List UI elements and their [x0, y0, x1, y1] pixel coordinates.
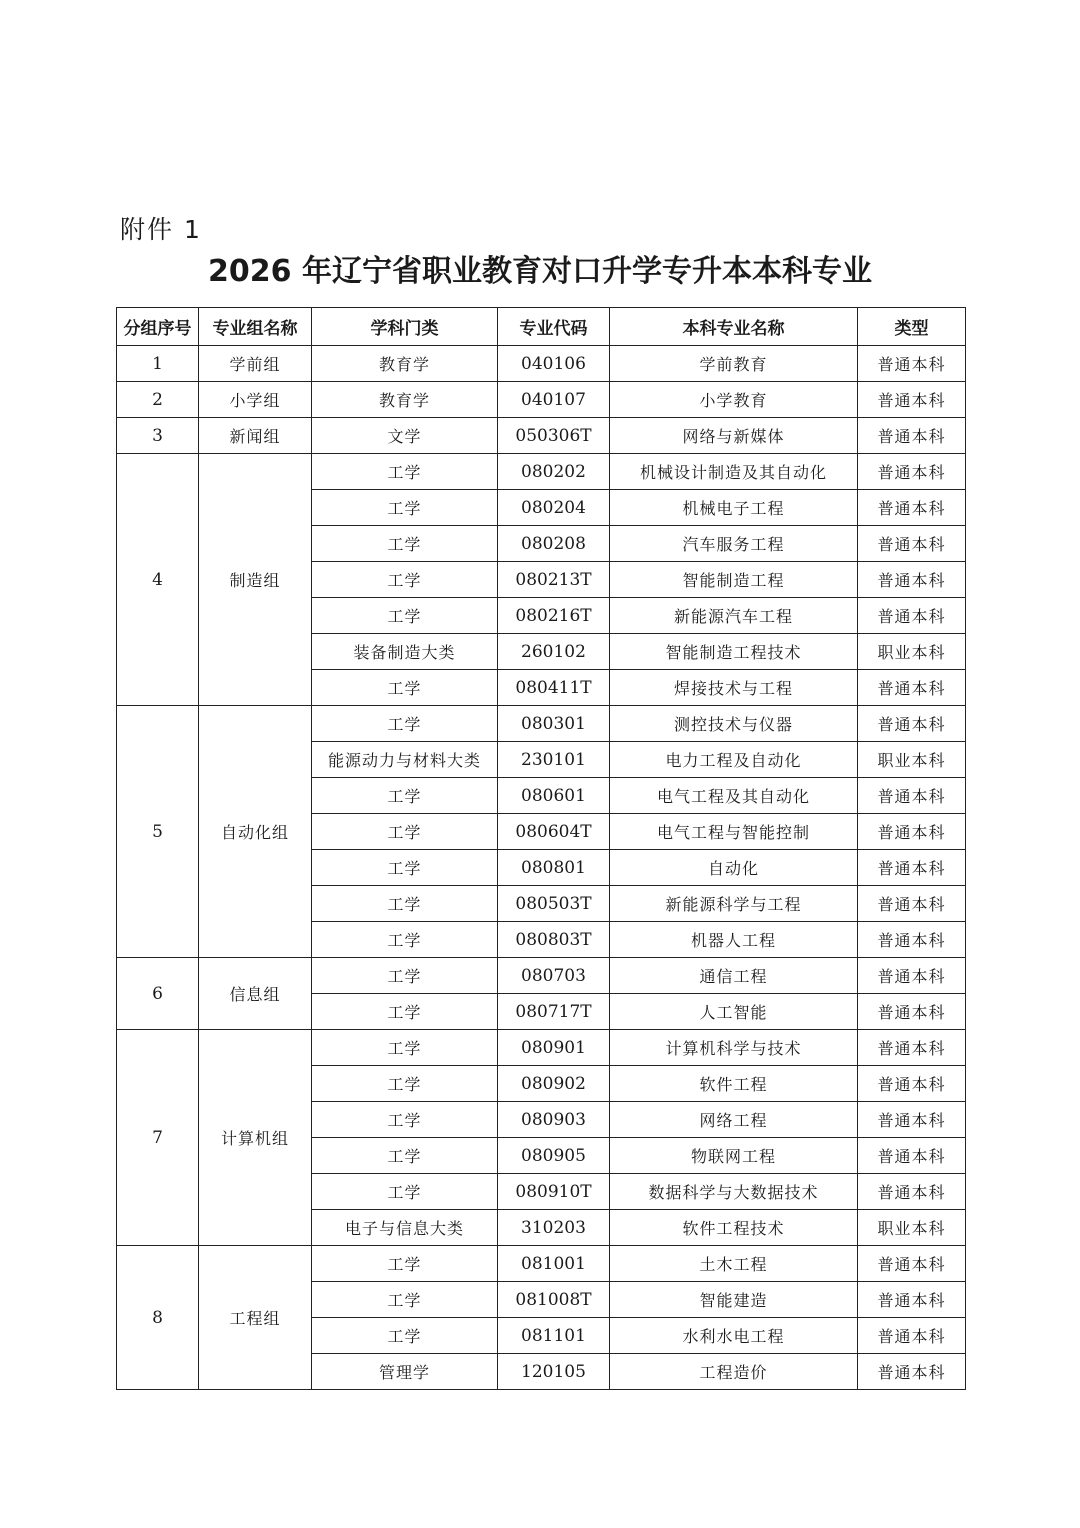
header-group-index: 分组序号	[117, 308, 199, 346]
category-cell: 工学	[312, 778, 498, 814]
type-cell: 普通本科	[858, 922, 966, 958]
group-name-cell: 自动化组	[199, 706, 312, 958]
table-row	[117, 346, 966, 382]
major-name-cell: 自动化	[610, 850, 858, 886]
major-code-cell: 230101	[498, 742, 610, 778]
category-cell: 电子与信息大类	[312, 1210, 498, 1246]
major-name-cell: 测控技术与仪器	[610, 706, 858, 742]
major-name-cell: 新能源科学与工程	[610, 886, 858, 922]
document-title: 2026 年辽宁省职业教育对口升学专升本本科专业	[208, 254, 872, 289]
group-name-cell: 学前组	[199, 346, 312, 382]
type-cell: 普通本科	[858, 706, 966, 742]
group-index-cell: 2	[117, 382, 199, 418]
major-code-cell: 080902	[498, 1066, 610, 1102]
type-cell: 普通本科	[858, 1102, 966, 1138]
type-cell: 普通本科	[858, 1030, 966, 1066]
type-cell: 普通本科	[858, 1282, 966, 1318]
group-index-cell: 8	[117, 1246, 199, 1390]
category-cell: 教育学	[312, 382, 498, 418]
category-cell: 工学	[312, 1066, 498, 1102]
type-cell: 普通本科	[858, 490, 966, 526]
category-cell: 工学	[312, 1282, 498, 1318]
type-cell: 职业本科	[858, 634, 966, 670]
category-cell: 工学	[312, 490, 498, 526]
category-cell: 工学	[312, 922, 498, 958]
major-code-cell: 080703	[498, 958, 610, 994]
major-name-cell: 电气工程与智能控制	[610, 814, 858, 850]
major-name-cell: 水利水电工程	[610, 1318, 858, 1354]
major-code-cell: 080903	[498, 1102, 610, 1138]
major-name-cell: 机械电子工程	[610, 490, 858, 526]
major-name-cell: 网络与新媒体	[610, 418, 858, 454]
major-code-cell: 081008T	[498, 1282, 610, 1318]
type-cell: 普通本科	[858, 454, 966, 490]
category-cell: 管理学	[312, 1354, 498, 1390]
type-cell: 普通本科	[858, 1318, 966, 1354]
type-cell: 职业本科	[858, 742, 966, 778]
category-cell: 教育学	[312, 346, 498, 382]
type-cell: 普通本科	[858, 1354, 966, 1390]
major-name-cell: 工程造价	[610, 1354, 858, 1390]
category-cell: 能源动力与材料大类	[312, 742, 498, 778]
major-name-cell: 汽车服务工程	[610, 526, 858, 562]
header-type: 类型	[858, 308, 966, 346]
header-major-name: 本科专业名称	[610, 308, 858, 346]
major-name-cell: 软件工程	[610, 1066, 858, 1102]
major-name-cell: 物联网工程	[610, 1138, 858, 1174]
major-name-cell: 机器人工程	[610, 922, 858, 958]
group-index-cell: 6	[117, 958, 199, 1030]
category-cell: 工学	[312, 670, 498, 706]
category-cell: 工学	[312, 1318, 498, 1354]
group-index-cell: 1	[117, 346, 199, 382]
category-cell: 工学	[312, 1246, 498, 1282]
major-code-cell: 080301	[498, 706, 610, 742]
major-name-cell: 新能源汽车工程	[610, 598, 858, 634]
type-cell: 普通本科	[858, 670, 966, 706]
major-code-cell: 120105	[498, 1354, 610, 1390]
major-code-cell: 080801	[498, 850, 610, 886]
group-index-cell: 4	[117, 454, 199, 706]
type-cell: 普通本科	[858, 562, 966, 598]
header-group-name: 专业组名称	[199, 308, 312, 346]
major-name-cell: 焊接技术与工程	[610, 670, 858, 706]
category-cell: 工学	[312, 1174, 498, 1210]
group-index-cell: 5	[117, 706, 199, 958]
major-code-cell: 080213T	[498, 562, 610, 598]
category-cell: 工学	[312, 886, 498, 922]
major-code-cell: 040107	[498, 382, 610, 418]
major-code-cell: 260102	[498, 634, 610, 670]
major-code-cell: 080202	[498, 454, 610, 490]
major-code-cell: 081001	[498, 1246, 610, 1282]
category-cell: 工学	[312, 850, 498, 886]
group-name-cell: 工程组	[199, 1246, 312, 1390]
table-header-row	[117, 308, 966, 346]
group-name-cell: 计算机组	[199, 1030, 312, 1246]
major-code-cell: 081101	[498, 1318, 610, 1354]
major-code-cell: 080717T	[498, 994, 610, 1030]
header-category: 学科门类	[312, 308, 498, 346]
major-name-cell: 人工智能	[610, 994, 858, 1030]
type-cell: 普通本科	[858, 778, 966, 814]
type-cell: 普通本科	[858, 814, 966, 850]
table-row	[117, 382, 966, 418]
category-cell: 工学	[312, 562, 498, 598]
category-cell: 工学	[312, 958, 498, 994]
major-code-cell: 050306T	[498, 418, 610, 454]
table-row	[117, 454, 966, 490]
group-name-cell: 小学组	[199, 382, 312, 418]
major-name-cell: 学前教育	[610, 346, 858, 382]
category-cell: 工学	[312, 454, 498, 490]
major-name-cell: 智能制造工程技术	[610, 634, 858, 670]
major-name-cell: 软件工程技术	[610, 1210, 858, 1246]
type-cell: 普通本科	[858, 1066, 966, 1102]
major-code-cell: 080910T	[498, 1174, 610, 1210]
major-name-cell: 计算机科学与技术	[610, 1030, 858, 1066]
category-cell: 工学	[312, 994, 498, 1030]
group-name-cell: 信息组	[199, 958, 312, 1030]
major-name-cell: 电力工程及自动化	[610, 742, 858, 778]
type-cell: 普通本科	[858, 1246, 966, 1282]
header-major-code: 专业代码	[498, 308, 610, 346]
major-code-cell: 040106	[498, 346, 610, 382]
type-cell: 普通本科	[858, 886, 966, 922]
major-code-cell: 080411T	[498, 670, 610, 706]
major-name-cell: 数据科学与大数据技术	[610, 1174, 858, 1210]
category-cell: 工学	[312, 526, 498, 562]
category-cell: 工学	[312, 814, 498, 850]
category-cell: 装备制造大类	[312, 634, 498, 670]
table-row	[117, 1246, 966, 1282]
major-name-cell: 电气工程及其自动化	[610, 778, 858, 814]
major-code-cell: 080803T	[498, 922, 610, 958]
type-cell: 普通本科	[858, 850, 966, 886]
type-cell: 普通本科	[858, 526, 966, 562]
type-cell: 普通本科	[858, 382, 966, 418]
type-cell: 普通本科	[858, 346, 966, 382]
major-name-cell: 通信工程	[610, 958, 858, 994]
type-cell: 职业本科	[858, 1210, 966, 1246]
major-code-cell: 080204	[498, 490, 610, 526]
major-name-cell: 机械设计制造及其自动化	[610, 454, 858, 490]
major-code-cell: 080601	[498, 778, 610, 814]
category-cell: 工学	[312, 1102, 498, 1138]
major-name-cell: 智能建造	[610, 1282, 858, 1318]
major-name-cell: 网络工程	[610, 1102, 858, 1138]
table-row	[117, 418, 966, 454]
group-index-cell: 7	[117, 1030, 199, 1246]
category-cell: 工学	[312, 706, 498, 742]
major-name-cell: 小学教育	[610, 382, 858, 418]
major-code-cell: 080901	[498, 1030, 610, 1066]
attachment-label: 附件 1	[120, 215, 202, 244]
major-code-cell: 080503T	[498, 886, 610, 922]
type-cell: 普通本科	[858, 1138, 966, 1174]
type-cell: 普通本科	[858, 1174, 966, 1210]
category-cell: 文学	[312, 418, 498, 454]
table-row	[117, 958, 966, 994]
majors-table	[116, 307, 966, 1390]
table-row	[117, 1030, 966, 1066]
major-code-cell: 080216T	[498, 598, 610, 634]
type-cell: 普通本科	[858, 994, 966, 1030]
category-cell: 工学	[312, 598, 498, 634]
category-cell: 工学	[312, 1030, 498, 1066]
type-cell: 普通本科	[858, 598, 966, 634]
group-index-cell: 3	[117, 418, 199, 454]
major-name-cell: 智能制造工程	[610, 562, 858, 598]
major-code-cell: 080604T	[498, 814, 610, 850]
group-name-cell: 制造组	[199, 454, 312, 706]
table-body	[117, 346, 966, 1390]
major-name-cell: 土木工程	[610, 1246, 858, 1282]
type-cell: 普通本科	[858, 418, 966, 454]
type-cell: 普通本科	[858, 958, 966, 994]
group-name-cell: 新闻组	[199, 418, 312, 454]
major-code-cell: 080208	[498, 526, 610, 562]
category-cell: 工学	[312, 1138, 498, 1174]
table-row	[117, 706, 966, 742]
major-code-cell: 080905	[498, 1138, 610, 1174]
major-code-cell: 310203	[498, 1210, 610, 1246]
